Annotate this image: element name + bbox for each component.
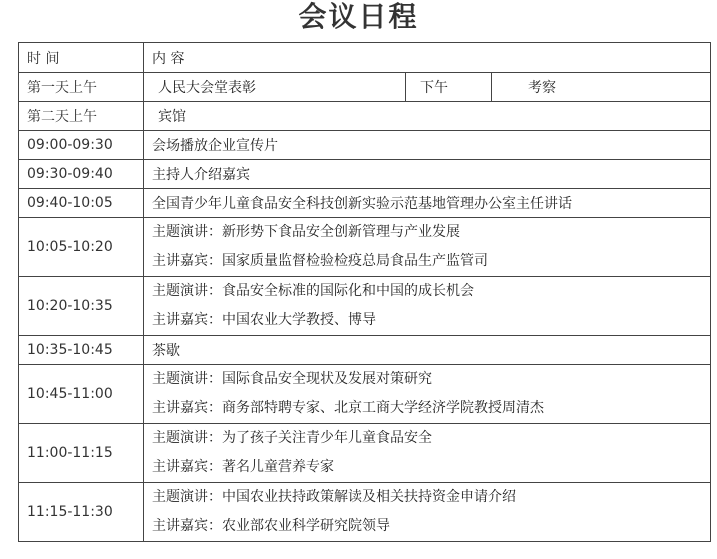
schedule-row [19, 131, 711, 160]
page-title: 会议日程 [298, 0, 419, 33]
speaker-line: 主讲嘉宾：中国农业大学教授、博导 [152, 312, 376, 328]
schedule-content [144, 218, 711, 277]
speaker-line: 主讲嘉宾：农业部农业科学研究院领导 [152, 518, 390, 534]
day2-content: 宾馆 [144, 102, 711, 131]
speaker-line: 主讲嘉宾：商务部特聘专家、北京工商大学经济学院教授周清杰 [152, 400, 544, 416]
schedule-table [18, 42, 711, 542]
speaker-line: 主讲嘉宾：著名儿童营养专家 [152, 459, 334, 475]
day1-morning: 人民大会堂表彰 [144, 73, 406, 102]
content-line: 主持人介绍嘉宾 [152, 167, 250, 183]
day2-row [19, 102, 711, 131]
content-line: 主题演讲：国际食品安全现状及发展对策研究 [152, 371, 432, 387]
content-line: 会场播放企业宣传片 [152, 138, 278, 154]
schedule-content [144, 336, 711, 365]
content-line: 主题演讲：为了孩子关注青少年儿童食品安全 [152, 430, 432, 446]
schedule-row [19, 218, 711, 277]
schedule-content [144, 189, 711, 218]
day1-afternoon: 考察 [492, 73, 711, 102]
content-line: 主题演讲：食品安全标准的国际化和中国的成长机会 [152, 283, 474, 299]
schedule-row [19, 160, 711, 189]
schedule-time: 09:00-09:30 [19, 131, 144, 160]
schedule-time: 10:20-10:35 [19, 277, 144, 336]
content-line: 主题演讲：新形势下食品安全创新管理与产业发展 [152, 224, 460, 240]
schedule-row [19, 365, 711, 424]
content-line: 主题演讲：中国农业扶持政策解读及相关扶持资金申请介绍 [152, 489, 516, 505]
header-time: 时 间 [19, 43, 144, 73]
header-content: 内 容 [144, 43, 711, 73]
schedule-time: 09:30-09:40 [19, 160, 144, 189]
schedule-content [144, 424, 711, 483]
day1-afternoon-label: 下午 [406, 73, 492, 102]
schedule-time: 11:15-11:30 [19, 483, 144, 542]
day1-time: 第一天上午 [19, 73, 144, 102]
header-row [19, 43, 711, 73]
schedule-content [144, 160, 711, 189]
schedule-row [19, 336, 711, 365]
schedule-body [19, 43, 711, 542]
content-line: 茶歇 [152, 343, 180, 359]
schedule-content [144, 483, 711, 542]
speaker-line: 主讲嘉宾：国家质量监督检验检疫总局食品生产监管司 [152, 253, 488, 269]
schedule-row [19, 277, 711, 336]
schedule-content [144, 277, 711, 336]
schedule-time: 09:40-10:05 [19, 189, 144, 218]
schedule-content [144, 365, 711, 424]
schedule-content [144, 131, 711, 160]
schedule-time: 10:35-10:45 [19, 336, 144, 365]
schedule-row [19, 189, 711, 218]
day1-row [19, 73, 711, 102]
schedule-time: 10:45-11:00 [19, 365, 144, 424]
day2-time: 第二天上午 [19, 102, 144, 131]
schedule-row [19, 424, 711, 483]
schedule-row [19, 483, 711, 542]
schedule-time: 11:00-11:15 [19, 424, 144, 483]
content-line: 全国青少年儿童食品安全科技创新实验示范基地管理办公室主任讲话 [152, 196, 572, 212]
schedule-time: 10:05-10:20 [19, 218, 144, 277]
